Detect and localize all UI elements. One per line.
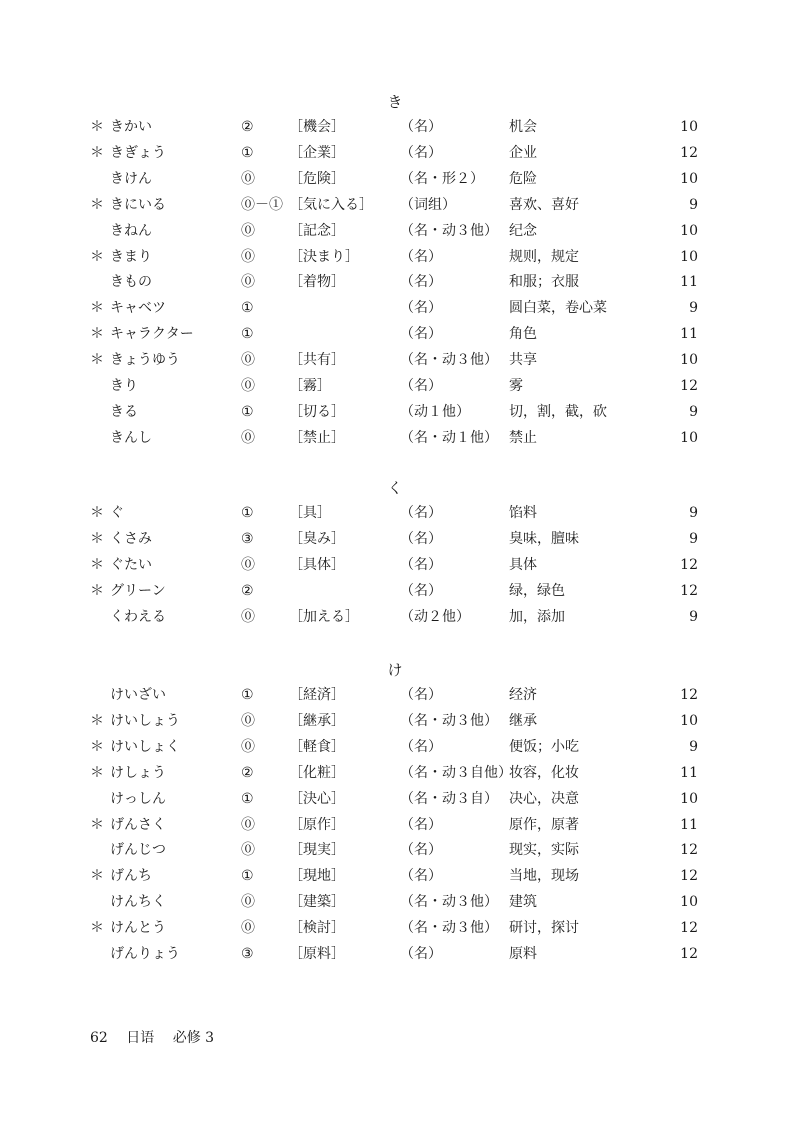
entry-lesson: 9 [689,300,698,317]
entry-reading: けしょう [110,764,166,781]
entry-accent: ① [241,144,254,161]
entry-lesson: 9 [689,530,698,547]
entry-meaning: 规则，规定 [509,248,579,265]
entry-kanji: ［共有］ [289,352,345,369]
entry-part-of-speech: （名） [400,378,442,394]
entry-part-of-speech: （名・动３他） [400,352,498,369]
entry-accent: ⓪ [241,816,255,833]
entry-meaning: 圆白菜，卷心菜 [509,300,607,317]
entry-accent: ⓪ [241,170,255,187]
entry-accent: ⓪－① [241,196,283,213]
entry-part-of-speech: （名・动３自） [400,790,498,807]
entry-kanji: ［具］ [289,505,331,521]
entry-part-of-speech: （动２他） [400,608,470,625]
book-volume: 必修 3 [172,1030,215,1046]
vocabulary-row [0,323,800,345]
entry-meaning: 原作，原著 [509,816,579,833]
entry-part-of-speech: （名） [400,842,442,859]
entry-kanji: ［建築］ [289,894,345,911]
entry-meaning: 纪念 [509,222,537,239]
entry-meaning: 臭味，膻味 [509,530,579,547]
entry-reading: ぐたい [110,556,152,573]
entry-accent: ⓪ [241,608,255,625]
entry-star: ＊ [90,196,104,213]
entry-lesson: 10 [680,429,698,446]
entry-part-of-speech: （名） [400,582,442,599]
vocabulary-row [0,220,800,242]
entry-lesson: 9 [689,403,698,420]
vocabulary-row [0,349,800,371]
entry-kanji: ［着物］ [289,274,345,291]
entry-lesson: 10 [680,894,698,911]
vocabulary-row [0,839,800,861]
entry-meaning: 和服；衣服 [509,274,579,291]
entry-part-of-speech: （名） [400,274,442,291]
entry-lesson: 10 [680,712,698,729]
entry-reading: げんち [110,868,152,885]
entry-meaning: 当地，现场 [509,868,579,885]
entry-kanji: ［検討］ [289,920,345,937]
entry-reading: げんりょう [110,946,180,962]
book-title: 日语 [126,1030,155,1046]
entry-lesson: 12 [680,920,698,937]
entry-reading: ぐ [110,505,124,521]
entry-meaning: 继承 [509,712,537,729]
entry-reading: きかい [110,119,152,135]
entry-reading: くさみ [110,530,152,547]
entry-meaning: 便饭；小吃 [509,738,579,755]
entry-accent: ⓪ [241,429,255,446]
entry-part-of-speech: （名・动３自他） [400,764,512,781]
vocabulary-row [0,865,800,887]
entry-reading: げんじつ [110,842,166,859]
vocabulary-row [0,891,800,913]
entry-lesson: 12 [680,378,698,394]
entry-part-of-speech: （名・动３他） [400,712,498,729]
entry-accent: ② [241,764,254,781]
entry-meaning: 切，割，截，砍 [509,403,607,420]
entry-accent: ② [241,582,254,599]
entry-accent: ① [241,505,254,521]
entry-kanji: ［機会］ [289,119,345,135]
entry-accent: ⓪ [241,274,255,291]
entry-accent: ⓪ [241,920,255,937]
entry-kanji: ［経済］ [289,687,345,703]
entry-star: ＊ [90,300,104,317]
vocabulary-row [0,736,800,758]
entry-kanji: ［原作］ [289,816,345,833]
entry-meaning: 经济 [509,687,537,703]
vocabulary-row [0,788,800,810]
entry-reading: けいしょう [110,712,180,729]
vocabulary-row [0,580,800,602]
entry-kanji: ［危険］ [289,170,345,187]
entry-star: ＊ [90,248,104,265]
entry-accent: ⓪ [241,556,255,573]
entry-kanji: ［現実］ [289,842,345,859]
entry-star: ＊ [90,738,104,755]
entry-star: ＊ [90,816,104,833]
entry-reading: くわえる [110,608,166,625]
entry-part-of-speech: （名） [400,946,442,962]
entry-part-of-speech: （名） [400,816,442,833]
vocabulary-row [0,528,800,550]
entry-lesson: 10 [680,119,698,135]
entry-lesson: 10 [680,222,698,239]
vocabulary-row [0,710,800,732]
entry-lesson: 10 [680,790,698,807]
entry-kanji: ［加える］ [289,608,359,625]
vocabulary-row [0,271,800,293]
entry-part-of-speech: （名） [400,530,442,547]
entry-part-of-speech: （名） [400,868,442,885]
entry-kanji: ［記念］ [289,222,345,239]
entry-part-of-speech: （名） [400,556,442,573]
entry-lesson: 11 [680,274,698,291]
entry-meaning: 建筑 [509,894,537,911]
entry-meaning: 共享 [509,352,537,369]
vocabulary-row [0,297,800,319]
vocabulary-row [0,606,800,628]
entry-meaning: 喜欢、喜好 [509,196,579,213]
entry-part-of-speech: （名） [400,738,442,755]
entry-star: ＊ [90,764,104,781]
entry-meaning: 研讨，探讨 [509,920,579,937]
entry-meaning: 绿，绿色 [509,582,565,599]
entry-accent: ② [241,119,254,135]
entry-accent: ⓪ [241,248,255,265]
section-heading: け [387,661,403,679]
entry-reading: きねん [110,222,152,239]
vocabulary-row [0,684,800,706]
entry-part-of-speech: （名・动３他） [400,222,498,239]
entry-accent: ⓪ [241,894,255,911]
entry-accent: ⓪ [241,738,255,755]
entry-lesson: 9 [689,738,698,755]
entry-accent: ⓪ [241,352,255,369]
entry-lesson: 12 [680,582,698,599]
entry-kanji: ［現地］ [289,868,345,885]
entry-kanji: ［軽食］ [289,738,345,755]
entry-meaning: 现实，实际 [509,842,579,859]
entry-kanji: ［企業］ [289,144,345,161]
entry-kanji: ［継承］ [289,712,345,729]
entry-meaning: 加，添加 [509,608,565,625]
entry-accent: ⓪ [241,842,255,859]
entry-part-of-speech: （名・形２） [400,170,484,187]
vocabulary-row [0,375,800,397]
entry-kanji: ［臭み］ [289,530,345,547]
entry-reading: きんし [110,429,152,446]
entry-accent: ③ [241,530,254,547]
entry-accent: ⓪ [241,378,255,394]
entry-accent: ⓪ [241,222,255,239]
entry-kanji: ［決まり］ [289,248,359,265]
entry-meaning: 危险 [509,170,537,187]
entry-star: ＊ [90,712,104,729]
entry-accent: ① [241,326,254,343]
entry-meaning: 馅料 [509,505,537,521]
entry-meaning: 雾 [509,378,523,394]
vocabulary-row [0,116,800,138]
entry-accent: ① [241,687,254,703]
entry-reading: けんとう [110,920,166,937]
entry-kanji: ［気に入る］ [289,196,373,213]
entry-part-of-speech: （名） [400,144,442,161]
entry-lesson: 9 [689,505,698,521]
entry-part-of-speech: （名） [400,326,442,343]
section-heading: く [387,479,403,497]
vocabulary-row [0,502,800,524]
vocabulary-row [0,246,800,268]
entry-reading: きにいる [110,196,166,213]
entry-accent: ① [241,300,254,317]
vocabulary-row [0,554,800,576]
entry-star: ＊ [90,582,104,599]
entry-lesson: 12 [680,144,698,161]
entry-lesson: 10 [680,170,698,187]
entry-star: ＊ [90,352,104,369]
entry-lesson: 12 [680,868,698,885]
entry-star: ＊ [90,556,104,573]
entry-lesson: 11 [680,816,698,833]
entry-lesson: 12 [680,946,698,962]
entry-lesson: 10 [680,248,698,265]
entry-meaning: 具体 [509,556,537,573]
entry-kanji: ［原料］ [289,946,345,962]
vocabulary-row [0,814,800,836]
entry-meaning: 角色 [509,326,537,343]
entry-lesson: 10 [680,352,698,369]
entry-reading: けいざい [110,687,166,703]
entry-kanji: ［決心］ [289,790,345,807]
entry-meaning: 妆容，化妆 [509,764,579,781]
entry-accent: ③ [241,946,254,962]
entry-star: ＊ [90,530,104,547]
entry-reading: きる [110,403,138,420]
entry-reading: キャベツ [110,300,166,317]
entry-reading: きり [110,378,138,394]
entry-part-of-speech: （名・动３他） [400,894,498,911]
entry-reading: きぎょう [110,144,166,161]
entry-part-of-speech: （名） [400,119,442,135]
section-heading: き [387,93,403,111]
entry-reading: きけん [110,170,152,187]
vocabulary-row [0,762,800,784]
entry-kanji: ［禁止］ [289,429,345,446]
vocabulary-row [0,427,800,449]
entry-reading: きょうゆう [110,352,180,369]
vocabulary-row [0,142,800,164]
entry-kanji: ［切る］ [289,403,345,420]
entry-kanji: ［霧］ [289,378,331,394]
entry-meaning: 机会 [509,119,537,135]
entry-star: ＊ [90,505,104,521]
entry-reading: きもの [110,274,152,291]
entry-meaning: 决心，决意 [509,790,579,807]
vocabulary-row [0,943,800,965]
entry-part-of-speech: （名） [400,300,442,317]
entry-star: ＊ [90,920,104,937]
entry-star: ＊ [90,144,104,161]
entry-meaning: 原料 [509,946,537,962]
vocabulary-row [0,168,800,190]
vocabulary-row [0,194,800,216]
entry-reading: グリーン [110,582,166,599]
entry-reading: げんさく [110,816,166,833]
entry-reading: きまり [110,248,152,265]
entry-lesson: 12 [680,556,698,573]
entry-reading: けっしん [110,790,166,807]
entry-star: ＊ [90,326,104,343]
vocabulary-row [0,917,800,939]
vocabulary-row [0,401,800,423]
entry-accent: ① [241,868,254,885]
entry-kanji: ［具体］ [289,556,345,573]
entry-accent: ① [241,403,254,420]
entry-part-of-speech: （名・动３他） [400,920,498,937]
entry-star: ＊ [90,119,104,135]
entry-reading: キャラクター [110,326,194,343]
entry-lesson: 11 [680,764,698,781]
entry-star: ＊ [90,868,104,885]
entry-meaning: 禁止 [509,429,537,446]
entry-reading: けんちく [110,894,166,911]
entry-lesson: 12 [680,842,698,859]
entry-accent: ⓪ [241,712,255,729]
entry-part-of-speech: （词组） [400,196,456,213]
entry-part-of-speech: （名） [400,687,442,703]
entry-lesson: 9 [689,196,698,213]
entry-lesson: 9 [689,608,698,625]
entry-part-of-speech: （名・动１他） [400,429,498,446]
entry-accent: ① [241,790,254,807]
entry-lesson: 12 [680,687,698,703]
entry-kanji: ［化粧］ [289,764,345,781]
entry-lesson: 11 [680,326,698,343]
page-number: 62 [90,1030,108,1046]
entry-part-of-speech: （名） [400,248,442,265]
entry-part-of-speech: （动１他） [400,403,470,420]
entry-part-of-speech: （名） [400,505,442,521]
page-footer [90,1028,228,1048]
entry-meaning: 企业 [509,144,537,161]
entry-reading: けいしょく [110,738,180,755]
